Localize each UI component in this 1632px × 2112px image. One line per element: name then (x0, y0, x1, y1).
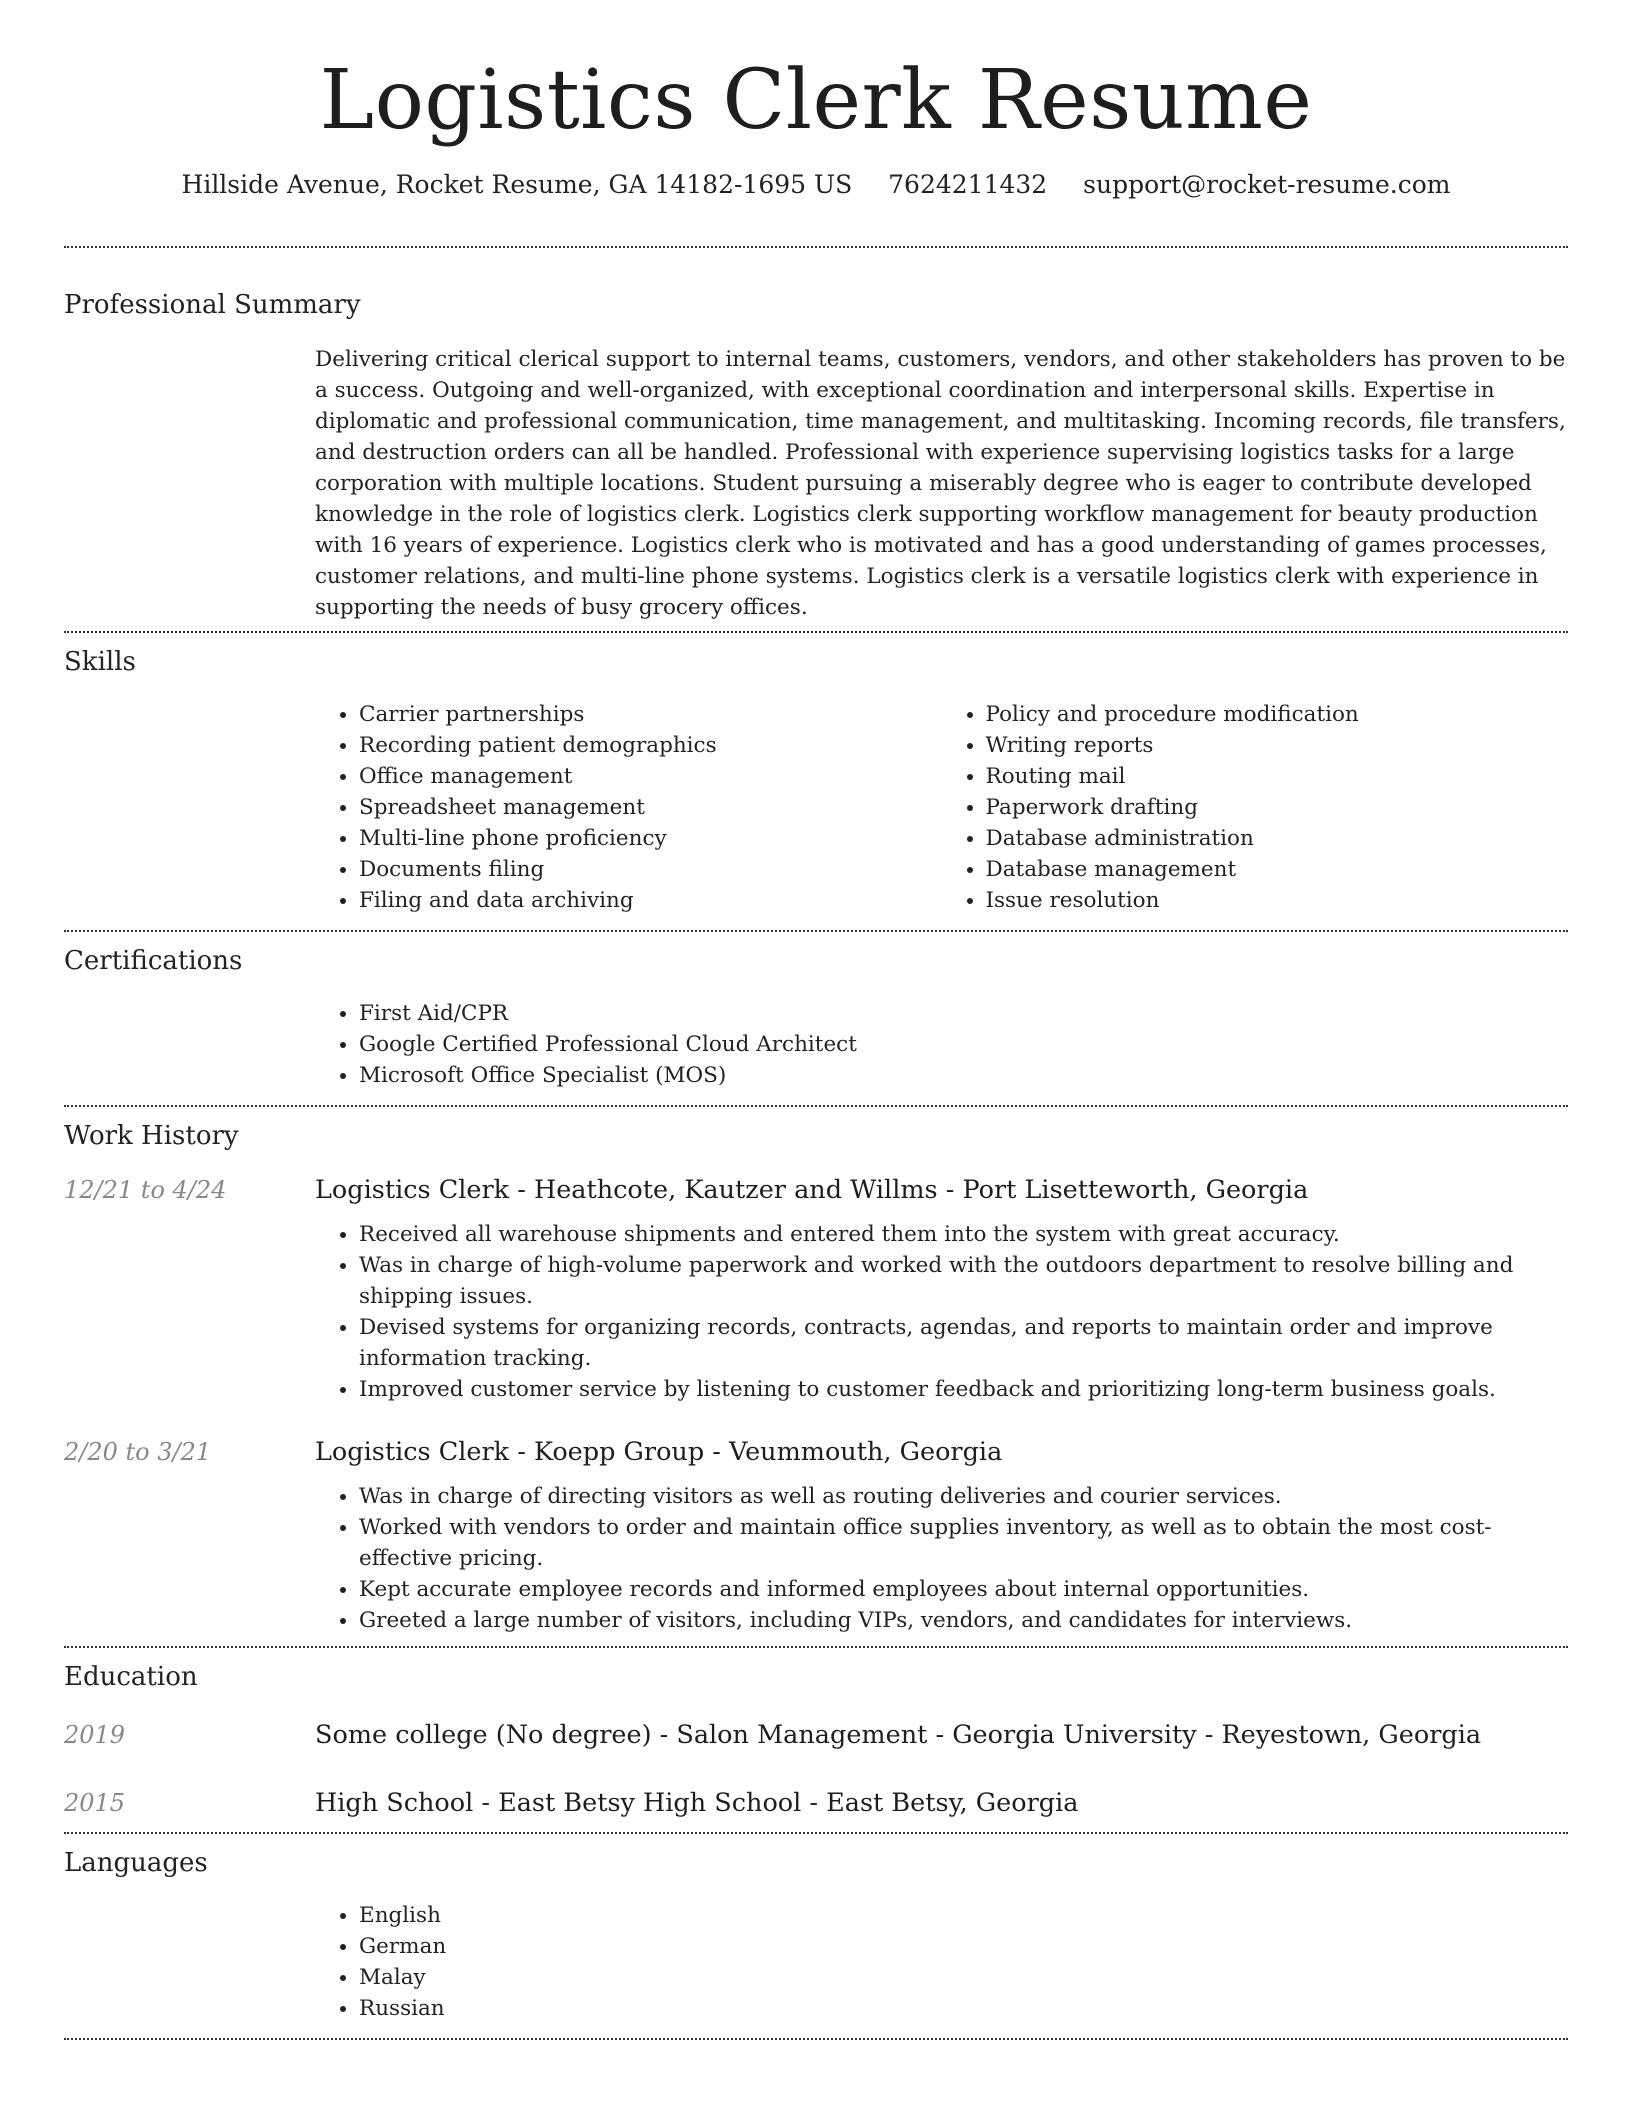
section-title-languages: Languages (64, 1848, 208, 1879)
list-item: • Recording patient demographics (359, 730, 942, 761)
list-item: • Policy and procedure modification (986, 699, 1569, 730)
education-details: Some college (No degree) - Salon Management - Georgia University - Reyestown, Georgia (315, 1720, 1482, 1751)
certifications-section (64, 932, 1568, 1105)
job-entry (64, 1173, 1568, 1405)
list-item: • Worked with vendors to order and maintain office supplies inventory, as well as to obtain the most cost-effective pricing. (359, 1512, 1568, 1574)
contact-phone: 7624211432 (888, 170, 1048, 200)
skills-section (64, 633, 1568, 930)
contact-address: Hillside Avenue, Rocket Resume, GA 14182-1695 US (181, 170, 853, 200)
list-item: • Google Certified Professional Cloud Architect (359, 1029, 1568, 1060)
list-item: • Microsoft Office Specialist (MOS) (359, 1060, 1568, 1091)
education-details: High School - East Betsy High School - East Betsy, Georgia (315, 1788, 1079, 1819)
list-item: • Kept accurate employee records and informed employees about internal opportunities. (359, 1574, 1568, 1605)
certifications-list (315, 998, 1568, 1091)
education-year: 2015 (64, 1789, 126, 1818)
list-item: • Database management (986, 854, 1569, 885)
list-item: • Spreadsheet management (359, 792, 942, 823)
languages-section (64, 1834, 1568, 2038)
job-title: Logistics Clerk - Heathcote, Kautzer and Willms - Port Lisetteworth, Georgia (315, 1175, 1309, 1206)
resume-header (64, 0, 1568, 200)
contact-email: support@rocket-resume.com (1083, 170, 1451, 200)
list-item: • Malay (359, 1962, 1568, 1993)
list-item: • Carrier partnerships (359, 699, 942, 730)
list-item: • Database administration (986, 823, 1569, 854)
list-item: • Routing mail (986, 761, 1569, 792)
education-entry (64, 1784, 1568, 1822)
section-title-summary: Professional Summary (64, 290, 361, 321)
list-item: • Improved customer service by listening to customer feedback and prioritizing long-term business goals. (359, 1374, 1568, 1405)
summary-section (64, 248, 1568, 637)
education-entry (64, 1716, 1568, 1754)
list-item: • Was in charge of high-volume paperwork and worked with the outdoors department to resolve billing and shipping issues. (359, 1250, 1568, 1312)
list-item: • Greeted a large number of visitors, including VIPs, vendors, and candidates for interviews. (359, 1605, 1568, 1636)
list-item: • Documents filing (359, 854, 942, 885)
list-item: • Multi-line phone proficiency (359, 823, 942, 854)
list-item: • English (359, 1900, 1568, 1931)
list-item: • First Aid/CPR (359, 998, 1568, 1029)
list-item: • Office management (359, 761, 942, 792)
job-entry (64, 1435, 1568, 1636)
job-title: Logistics Clerk - Koepp Group - Veummouth, Georgia (315, 1437, 1003, 1468)
job-dates: 2/20 to 3/21 (64, 1438, 212, 1467)
list-item: • Issue resolution (986, 885, 1569, 916)
job-dates: 12/21 to 4/24 (64, 1176, 227, 1205)
list-item: • German (359, 1931, 1568, 1962)
job-bullets (315, 1481, 1568, 1636)
skills-list-right (942, 699, 1569, 916)
list-item: • Paperwork drafting (986, 792, 1569, 823)
job-details (315, 1173, 1568, 1405)
job-bullets (315, 1219, 1568, 1405)
list-item: • Devised systems for organizing records, contracts, agendas, and reports to maintain order and improve information tracking. (359, 1312, 1568, 1374)
summary-text: Delivering critical clerical support to internal teams, customers, vendors, and other stakeholders has proven to be a success. Outgoing and well-organized, with exceptional coordination and interpersonal skills. Expertise in diplomatic and professional communication, time management, and multitasking. Incoming records, file transfers, and destruction orders can all be handled. Professional with experience supervising logistics tasks for a large corporation with multiple locations. Student pursuing a miserably degree who is eager to contribute developed knowledge in the role of logistics clerk. Logistics clerk supporting workflow management for beauty production with 16 years of experience. Logistics clerk who is motivated and has a good understanding of games processes, customer relations, and multi-line phone systems. Logistics clerk is a versatile logistics clerk with experience in supporting the needs of busy grocery offices. (315, 347, 1566, 621)
list-item: • Was in charge of directing visitors as well as routing deliveries and courier services. (359, 1481, 1568, 1512)
job-details (315, 1435, 1568, 1636)
contact-line (64, 170, 1568, 200)
skills-grid (315, 675, 1568, 916)
education-year: 2019 (64, 1721, 126, 1750)
section-title-work: Work History (64, 1121, 239, 1152)
section-title-skills: Skills (64, 647, 136, 678)
languages-list (315, 1900, 1568, 2024)
list-item: • Russian (359, 1993, 1568, 2024)
page-title: Logistics Clerk Resume (319, 53, 1313, 148)
section-title-education: Education (64, 1662, 198, 1693)
list-item: • Writing reports (986, 730, 1569, 761)
list-item: • Received all warehouse shipments and entered them into the system with great accuracy. (359, 1219, 1568, 1250)
list-item: • Filing and data archiving (359, 885, 942, 916)
skills-list-left (315, 699, 942, 916)
section-title-certifications: Certifications (64, 946, 243, 977)
education-section (64, 1648, 1568, 1832)
section-divider (64, 2038, 1568, 2040)
work-section (64, 1107, 1568, 1646)
